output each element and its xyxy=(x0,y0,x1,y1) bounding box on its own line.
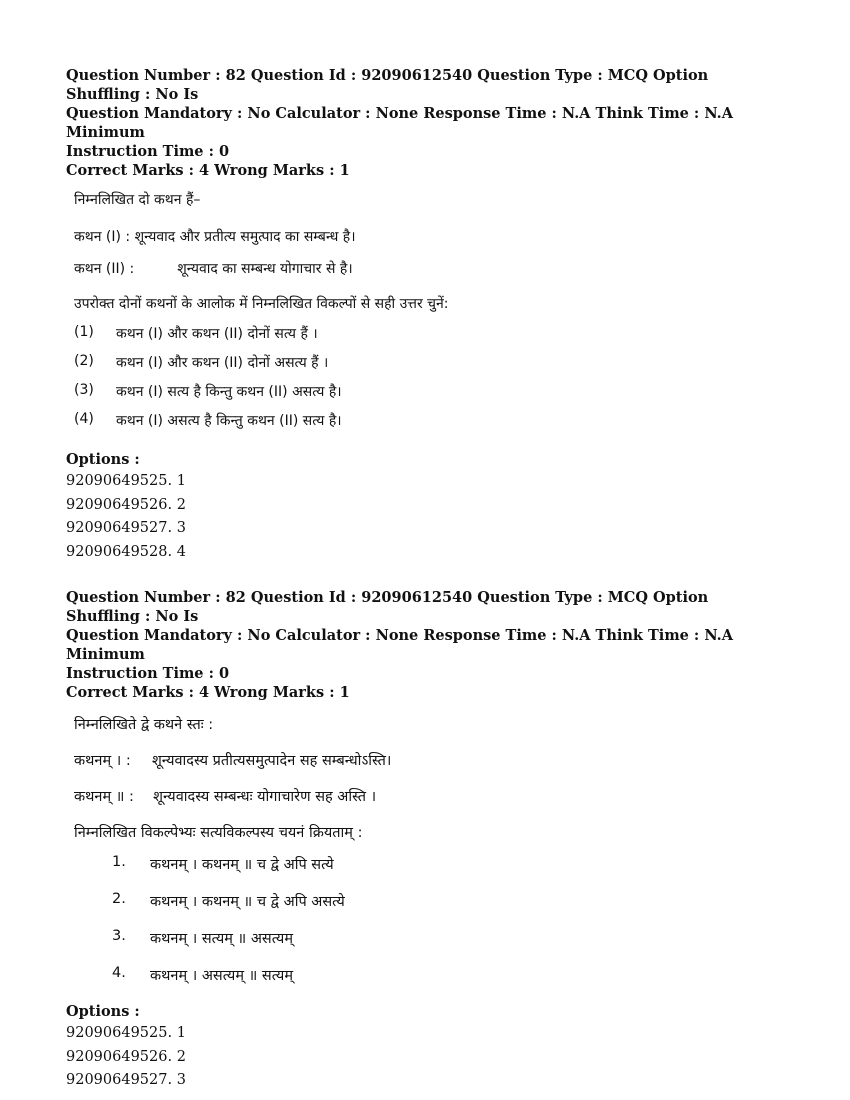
statement-1-label: कथनम् । : xyxy=(74,753,131,769)
question-body xyxy=(74,190,786,435)
question-instruction: निम्नलिखित विकल्पेभ्यः सत्यविकल्पस्य चयनं क्रियताम् : xyxy=(74,825,363,841)
question-intro: निम्नलिखिते द्वे कथने स्तः : xyxy=(74,717,214,733)
choice-item xyxy=(74,411,786,435)
choice-text: कथनम् । असत्यम् ॥ सत्यम् xyxy=(150,968,293,984)
statement-1: कथन (I) : शून्यवाद और प्रतीत्य समुत्पाद का सम्बन्ध है। xyxy=(74,229,356,245)
question-intro: निम्नलिखित दो कथन हैं– xyxy=(74,192,201,208)
choice-list xyxy=(74,854,786,989)
choice-item xyxy=(74,382,786,411)
options-list xyxy=(66,1022,786,1093)
options-label: Options : xyxy=(66,1003,140,1020)
choice-text: कथन (I) और कथन (II) दोनों असत्य हैं । xyxy=(116,355,329,371)
option-id: 92090649527. 3 xyxy=(66,520,186,536)
choice-number: 4. xyxy=(112,965,126,981)
option-id: 92090649527. 3 xyxy=(66,1072,186,1088)
option-id: 92090649525. 1 xyxy=(66,1025,186,1041)
choice-text: कथनम् । कथनम् ॥ च द्वे अपि असत्ये xyxy=(150,894,345,910)
choice-number: (3) xyxy=(74,382,94,398)
marks-line: Correct Marks : 4 Wrong Marks : 1 xyxy=(66,162,350,179)
choice-number: (2) xyxy=(74,353,94,369)
question-block-2 xyxy=(66,588,786,1093)
document-page xyxy=(66,66,786,1093)
choice-text: कथन (I) सत्य है किन्तु कथन (II) असत्य है। xyxy=(116,384,342,400)
choice-text: कथन (I) असत्य है किन्तु कथन (II) सत्य है। xyxy=(116,413,342,429)
choice-list xyxy=(74,324,786,435)
meta-line: Question Number : 82 Question Id : 92090612540 Question Type : MCQ Option Shuffling : No Is xyxy=(66,67,709,103)
choice-item xyxy=(112,965,786,989)
question-block-1 xyxy=(66,66,786,564)
options-label: Options : xyxy=(66,451,140,468)
choice-number: (4) xyxy=(74,411,94,427)
choice-item xyxy=(112,854,786,891)
option-id: 92090649526. 2 xyxy=(66,496,186,513)
statement-2 xyxy=(74,259,786,278)
choice-number: 2. xyxy=(112,891,126,907)
question-instruction: उपरोक्त दोनों कथनों के आलोक में निम्नलिखित विकल्पों से सही उत्तर चुनें: xyxy=(74,296,449,312)
option-id: 92090649525. 1 xyxy=(66,473,186,489)
choice-number: 1. xyxy=(112,854,126,870)
question-meta xyxy=(66,588,786,702)
meta-line: Question Mandatory : No Calculator : None Response Time : N.A Think Time : N.A Minimum xyxy=(66,627,733,663)
statement-2-label: कथनम् ॥ : xyxy=(74,789,134,805)
marks-line: Correct Marks : 4 Wrong Marks : 1 xyxy=(66,684,350,701)
choice-number: 3. xyxy=(112,928,126,944)
option-id: 92090649528. 4 xyxy=(66,543,186,560)
statement-1 xyxy=(74,750,786,770)
statement-1-text: शून्यवादस्य प्रतीत्यसमुत्पादेन सह सम्बन्धोऽस्ति। xyxy=(151,753,392,769)
options-list xyxy=(66,470,786,564)
meta-line: Question Number : 82 Question Id : 92090612540 Question Type : MCQ Option Shuffling : No Is xyxy=(66,589,709,625)
choice-text: कथनम् । सत्यम् ॥ असत्यम् xyxy=(150,931,293,947)
choice-text: कथनम् । कथनम् ॥ च द्वे अपि सत्ये xyxy=(150,857,334,873)
meta-line: Instruction Time : 0 xyxy=(66,665,230,682)
statement-2-label: कथन (II) : xyxy=(74,261,135,277)
meta-line: Question Mandatory : No Calculator : None Response Time : N.A Think Time : N.A Minimum xyxy=(66,105,733,141)
statement-2-text: शून्यवाद का सम्बन्ध योगाचार से है। xyxy=(177,261,353,277)
choice-item xyxy=(112,891,786,928)
question-body xyxy=(74,714,786,989)
choice-item xyxy=(112,928,786,965)
choice-item xyxy=(74,324,786,353)
choice-text: कथन (I) और कथन (II) दोनों सत्य हैं । xyxy=(116,326,318,342)
choice-number: (1) xyxy=(74,324,94,340)
question-meta xyxy=(66,66,786,180)
choice-item xyxy=(74,353,786,382)
meta-line: Instruction Time : 0 xyxy=(66,143,230,160)
statement-2-text: शून्यवादस्य सम्बन्धः योगाचारेण सह अस्ति । xyxy=(153,789,377,805)
option-id: 92090649526. 2 xyxy=(66,1048,186,1065)
statement-2 xyxy=(74,786,786,806)
